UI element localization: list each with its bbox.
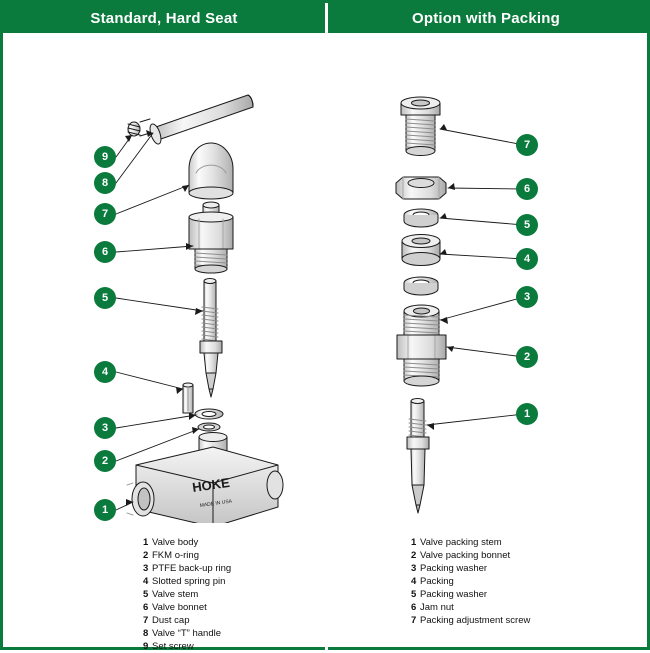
- legend-right-item-3: [411, 562, 530, 575]
- legend-right-label-6: Jam nut: [420, 602, 454, 613]
- legend-right-item-1: [411, 536, 530, 549]
- legend-right-item-7: [411, 614, 530, 627]
- callout-left-7[interactable]: 7: [94, 203, 116, 225]
- legend-left-num-7: 7: [143, 615, 149, 626]
- legend-left-label-7: Dust cap: [152, 615, 190, 626]
- callout-left-1[interactable]: 1: [94, 499, 116, 521]
- legend-right-item-2: [411, 549, 530, 562]
- legend-right-num-4: 4: [411, 576, 417, 587]
- legend-right-num-5: 5: [411, 589, 417, 600]
- legend-right-item-5: [411, 588, 530, 601]
- legend-right-label-5: Packing washer: [420, 589, 488, 600]
- part-packing-adjustment-screw: [401, 97, 440, 156]
- callout-left-8[interactable]: 8: [94, 172, 116, 194]
- header-title-left: Standard, Hard Seat: [90, 9, 238, 27]
- legend-right-label-4: Packing: [420, 576, 454, 587]
- svg-text:MADE IN USA: MADE IN USA: [199, 498, 233, 509]
- legend-left: [143, 536, 231, 653]
- header-bar: [3, 3, 647, 33]
- part-t-handle: [148, 95, 253, 145]
- callout-left-2[interactable]: 2: [94, 450, 116, 472]
- drawing-area: [3, 33, 647, 523]
- legend-right-label-2: Valve packing bonnet: [420, 550, 511, 561]
- leader-lines-right: [427, 129, 524, 425]
- part-packing: [402, 235, 440, 266]
- part-valve-stem: [200, 279, 222, 398]
- legend-left-label-8: Valve “T” handle: [152, 628, 221, 639]
- legend-left-item-1: [143, 536, 231, 549]
- callout-right-1[interactable]: 1: [516, 403, 538, 425]
- legend-left-item-7: [143, 614, 231, 627]
- legend-left-num-3: 3: [143, 563, 149, 574]
- part-valve-packing-stem: [407, 399, 429, 514]
- legend-left-label-2: FKM o-ring: [152, 550, 199, 561]
- callout-left-3[interactable]: 3: [94, 417, 116, 439]
- legend-right-num-7: 7: [411, 615, 417, 626]
- callout-right-5[interactable]: 5: [516, 214, 538, 236]
- part-set-screw: [128, 119, 150, 136]
- legend-left-label-6: Valve bonnet: [152, 602, 207, 613]
- callout-left-5[interactable]: 5: [94, 287, 116, 309]
- part-jam-nut: [396, 177, 446, 199]
- legend-left-num-4: 4: [143, 576, 149, 587]
- part-dust-cap: [189, 143, 233, 199]
- part-fkm-oring: [198, 423, 220, 431]
- legend-left-item-8: [143, 627, 231, 640]
- legend-left-item-4: [143, 575, 231, 588]
- part-slotted-spring-pin: [183, 383, 193, 413]
- legend-left-item-9: [143, 640, 231, 653]
- callout-right-2[interactable]: 2: [516, 346, 538, 368]
- legend-left-num-9: 9: [143, 641, 149, 652]
- callout-left-4[interactable]: 4: [94, 361, 116, 383]
- callout-left-6[interactable]: 6: [94, 241, 116, 263]
- legend-left-label-3: PTFE back-up ring: [152, 563, 232, 574]
- legend-right-num-3: 3: [411, 563, 417, 574]
- legend-left-item-5: [143, 588, 231, 601]
- technical-illustration: [3, 33, 647, 523]
- header-title-right: Option with Packing: [412, 9, 560, 27]
- legend-left-label-1: Valve body: [152, 537, 199, 548]
- legend-left-num-6: 6: [143, 602, 149, 613]
- legend-left-num-2: 2: [143, 550, 149, 561]
- header-divider: [325, 3, 328, 33]
- legend-right-num-1: 1: [411, 537, 417, 548]
- part-ptfe-backup-ring: [195, 409, 223, 419]
- legend-right: [411, 536, 530, 627]
- callout-left-9[interactable]: 9: [94, 146, 116, 168]
- callout-right-6[interactable]: 6: [516, 178, 538, 200]
- legend-right-label-3: Packing washer: [420, 563, 488, 574]
- legend-left-label-5: Valve stem: [152, 589, 199, 600]
- part-valve-packing-bonnet: [397, 305, 446, 386]
- part-packing-washer-lower: [404, 277, 438, 295]
- svg-text:HOKE: HOKE: [191, 474, 231, 495]
- legend-left-num-8: 8: [143, 628, 149, 639]
- legend-left-label-9: Set screw: [152, 641, 194, 652]
- legend-right-num-2: 2: [411, 550, 417, 561]
- legend-right-label-7: Packing adjustment screw: [420, 615, 531, 626]
- part-packing-washer-upper: [404, 209, 438, 227]
- legend-left-item-2: [143, 549, 231, 562]
- callout-right-7[interactable]: 7: [516, 134, 538, 156]
- legend-left-item-3: [143, 562, 231, 575]
- legend-left-item-6: [143, 601, 231, 614]
- callout-right-3[interactable]: 3: [516, 286, 538, 308]
- part-valve-bonnet: [189, 202, 233, 273]
- legend-right-label-1: Valve packing stem: [420, 537, 502, 548]
- legend-right-num-6: 6: [411, 602, 417, 613]
- legend-left-label-4: Slotted spring pin: [152, 576, 226, 587]
- callout-right-4[interactable]: 4: [516, 248, 538, 270]
- legend-right-item-4: [411, 575, 530, 588]
- legend-left-num-5: 5: [143, 589, 149, 600]
- legend-right-item-6: [411, 601, 530, 614]
- legend-left-num-1: 1: [143, 537, 149, 548]
